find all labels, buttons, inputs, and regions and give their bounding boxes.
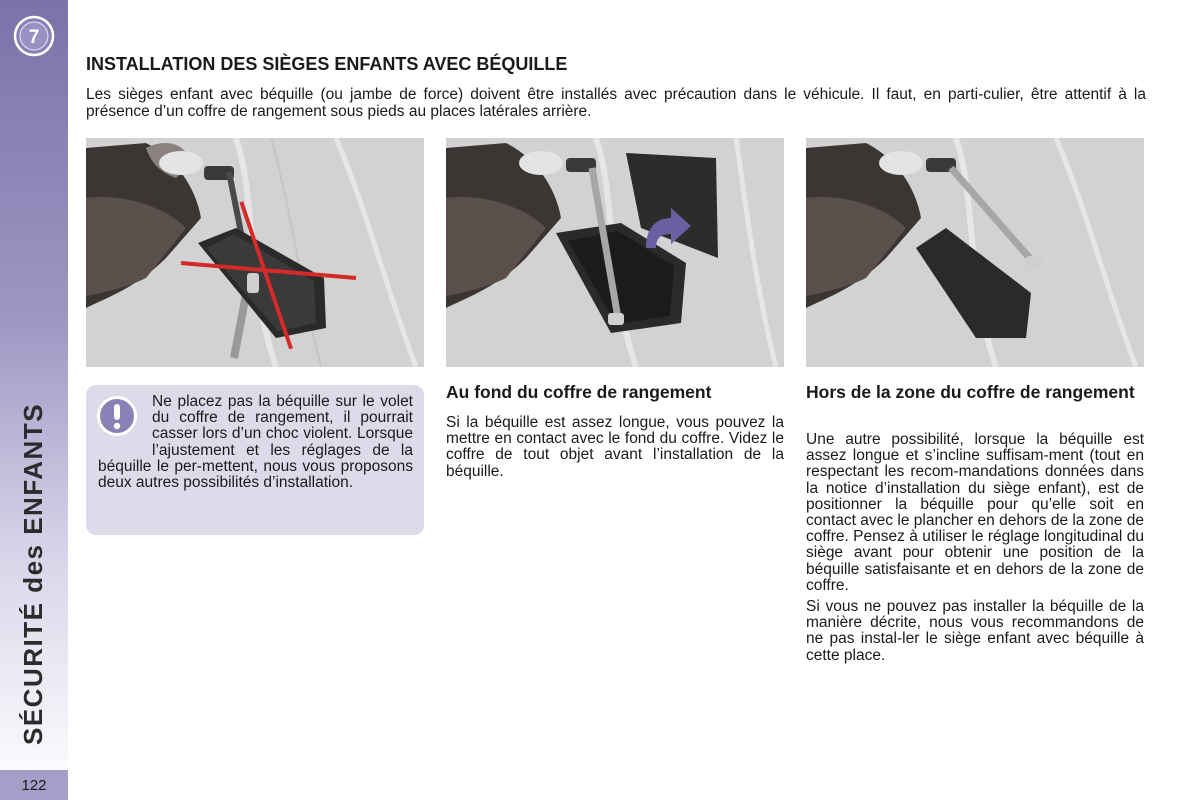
intro-paragraph: Les sièges enfant avec béquille (ou jambe de force) doivent être installés avec précaution dans le véhicule. Il faut, en parti-culier, être attentif à la présence d’un coffre de rangement sous pieds au places latérales arrière. (86, 86, 1146, 120)
section-text-outside (806, 432, 1144, 664)
photo-outside-storage (806, 138, 1144, 367)
section-text-storage: Si la béquille est assez longue, vous pouvez la mettre en contact avec le fond du coffre. Videz le coffre de tout objet avant l’installation de la béquille. (446, 414, 784, 480)
section-title-outside: Hors de la zone du coffre de rangement (806, 382, 1135, 402)
warning-box (86, 385, 424, 535)
page-title: INSTALLATION DES SIÈGES ENFANTS AVEC BÉQUILLE (86, 54, 568, 74)
warning-text: Ne placez pas la béquille sur le volet du coffre de rangement, il pourrait casser lors d’un choc violent. Lorsque l’ajustement et les réglages de la béquille le per-mettent, nous vous proposons deux autres possibilités d’installation. (98, 393, 413, 492)
section-outside-paragraph-1: Une autre possibilité, lorsque la béquille est assez longue et s’incline suffisam-ment (tout en respectant les recom-mandations données dans la notice d’installation du siège enfant), est de positionner la béquille pour qu’elle soit en contact avec le plancher en dehors de la zone de coffre. Pensez à utiliser le réglage longitudinal du siège avant pour obtenir une position de la béquille satisfaisante et en dehors de la zone de coffre. (806, 431, 1144, 594)
photo-prohibited-placement (86, 138, 424, 367)
chapter-number-icon (12, 14, 56, 58)
chapter-number: 7 (28, 27, 40, 48)
section-title-storage: Au fond du coffre de rangement (446, 382, 712, 402)
section-outside-paragraph-2: Si vous ne pouvez pas installer la béquille de la manière décrite, nous vous recommandons de ne pas instal-ler le siège enfant avec béquille à cette place. (806, 598, 1144, 664)
photo-storage-bottom (446, 138, 784, 367)
page-number: 122 (0, 770, 68, 800)
chapter-title: SÉCURITÉ des ENFANTS (18, 402, 48, 745)
